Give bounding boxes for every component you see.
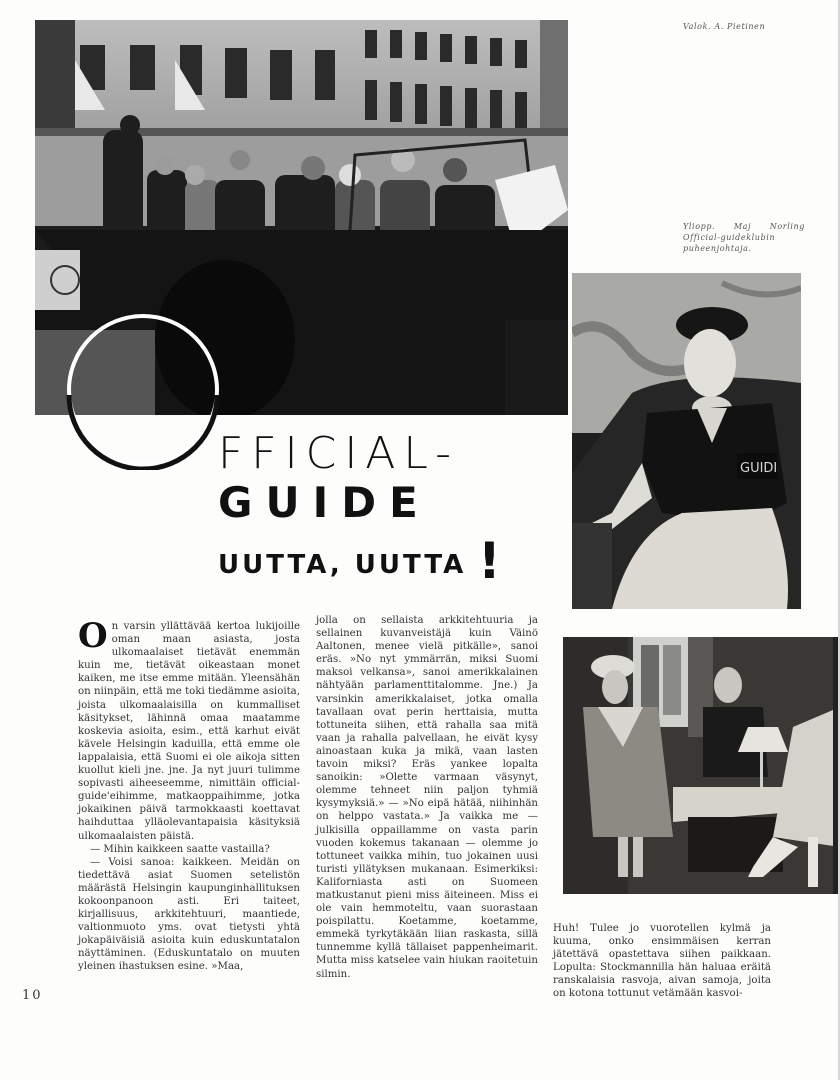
paragraph-text: n varsin yllättävää kertoa lukijoille oman maan asiasta, josta ulkomaalaiset tietävät enemmän kuin me, tietävät oikeastaan monet kaiken, me itse emme mitään. Yleensähän on niinpäin, että me toki tiedämme asioita, joista ulkomaalaisilla on kummalliset käsitykset, lähinnä omaa maatamme koskevia asioita, esim., että karhut eivät kävele Helsingin kaduilla, että emme ole lappalaisia, että Suomi ei ole aikoja sitten kuollut kieli jne. jne. Ja nyt juuri tulimme sopivasti aiheeseemme, nimittäin official-guide'eihimme, matkaoppaihimme, jotka jokaikinen päivä tarmokkaasti koettavat haihduttaa ylläolevantapaisia käsityksiä ulkomaalaisten päistä. xyxy=(78,621,300,842)
group-image xyxy=(563,637,840,894)
headline-initial-o-circle xyxy=(60,310,230,470)
armband-text: GUIDI xyxy=(740,461,778,476)
article-paragraph: — Mihin kaikkeen saatte vastailla? xyxy=(90,843,270,855)
headline-line-uutta: UUTTA, UUTTA xyxy=(218,550,467,580)
article-paragraph: — Voisi sanoa: kaikkeen. Meidän on tiedettävä asiat Suomen setelistön määrästä Helsingin kaupunginhallituksen kokoonpanoon asti. Eri taiteet, kirjallisuus, arkkitehtuuri, maantiede, valtionmuoto yms. ovat tietysti yhtä jokapäiväisiä asioita kuin eduskuntatalon näyttäminen. (Eduskuntatalo on muuten yleinen ihastuksen esine. »Maa, xyxy=(78,856,300,973)
article-dropcap: O xyxy=(78,616,108,656)
page-number: 10 xyxy=(22,988,43,1003)
article-column-2 xyxy=(316,614,538,981)
article-paragraph xyxy=(78,616,300,843)
portrait-image xyxy=(572,273,801,609)
headline-line-official: FFICIAL- xyxy=(218,428,460,479)
portrait-face xyxy=(684,329,736,397)
article-column-3 xyxy=(553,922,771,1001)
article-paragraph: jolla on sellaista arkkitehtuuria ja sellainen kuvanveistäjä kuin Väinö Aaltonen, menee vielä pitkälle», sanoi eräs. »No nyt ymmärrän, miksi Suomi maksoi velkansa», sanoi amerikkalainen nähtyään parlamenttitalomme. Jne.) Ja varsinkin amerikkalaiset, jotka omalla tavallaan ovat perin herttaisia, mutta tottuneita siihen, että rahalla saa mitä vaan ja rahalla palvellaan, he eivät kysy ainoastaan kuka ja mikä, vaan lasten tavoin miksi? Eräs yankee lopalta sanoikin: »Olette varmaan väsynyt, olemme tehneet niin paljon tyhmiä kysymyksiä.» — »No eipä hätää, niihinhän on helppo vastata.» Ja vaikka me — julkisilla oppaillamme on vasta parin vuoden kokemus takanaan — olemme jo tottuneet vaikka mihin, tuo jokainen uusi turisti yllätyksen mukanaan. Esimerkiksi: Kaliforniasta asti on Suomeen matkustanut pieni miss äiteineen. Miss ei ole vain hemmoteltu, vaan suorastaan poispilattu. Koetamme, koetamme, emmekä tyrkytäkään liian raskasta, sillä tunnemme kyllä tällaiset pappenheimarit. Mutta miss katselee vain hiukan raoitetuin silmin. xyxy=(316,615,538,980)
portrait-photo-maj-norling xyxy=(572,273,801,609)
article-column-1 xyxy=(78,616,300,974)
article-paragraph: Huh! Tulee jo vuorotellen kylmä ja kuuma, onko ensimmäisen kerran jätettävä opastettava siihen paikkaan. Lopulta: Stockmannilla hän haluaa eräitä ranskalaisia rasvoja, aivan samoja, joita on kotona tottunut vetämään kasvoi- xyxy=(553,923,771,1000)
portrait-caption: Yliopp. Maj Norling Official-guideklubin puheenjohtaja. xyxy=(683,222,805,253)
group-photo-three-women xyxy=(563,637,840,894)
headline-line-guide: GUIDE xyxy=(218,478,431,527)
headline-exclamation: ! xyxy=(478,532,501,590)
photo-credit: Valok. A. Pietinen xyxy=(683,22,766,31)
